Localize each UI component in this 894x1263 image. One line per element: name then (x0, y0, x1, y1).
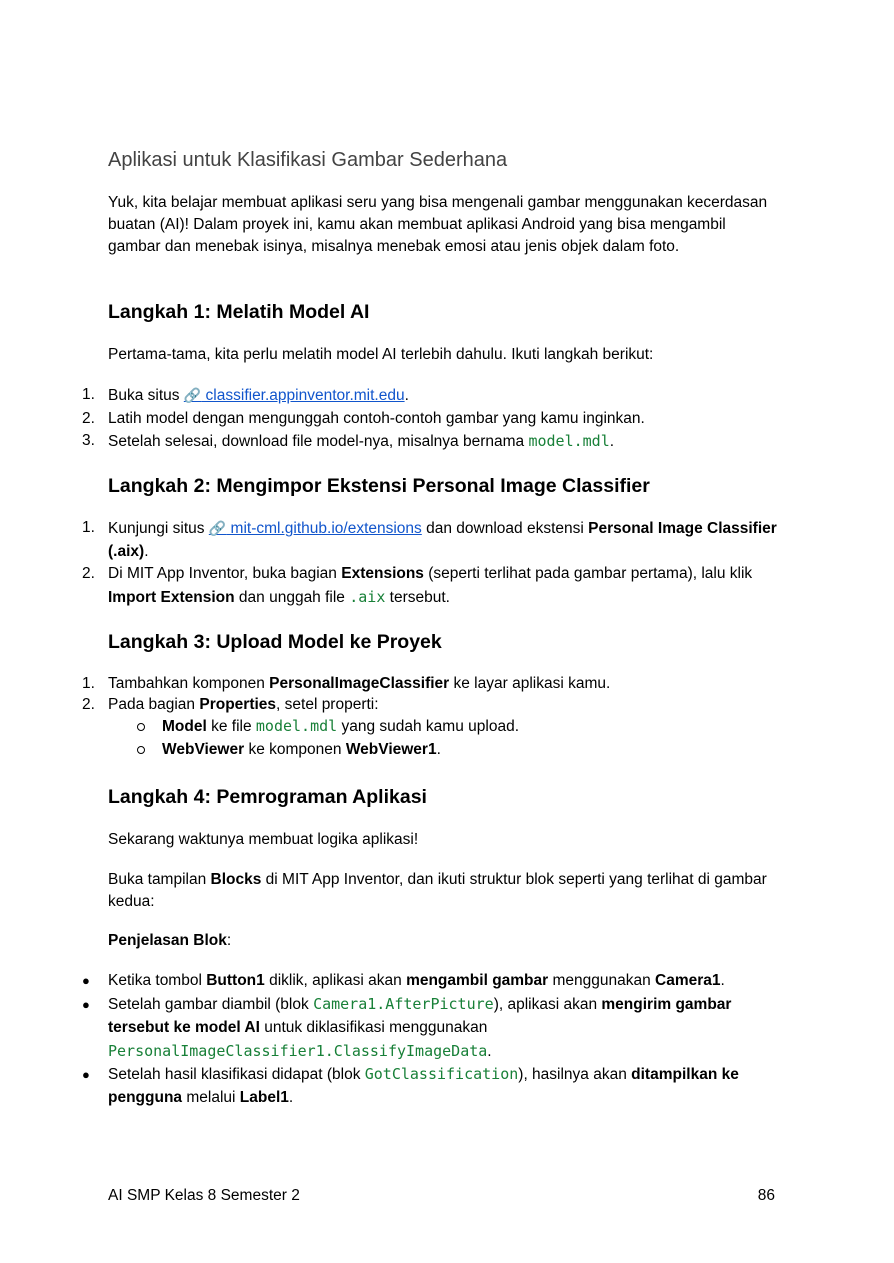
list-item: 2. Latih model dengan mengunggah contoh-contoh gambar yang kamu inginkan. (82, 409, 645, 427)
extensions-link[interactable]: 🔗 mit-cml.github.io/extensions (208, 520, 422, 537)
code-model-mdl: model.mdl (528, 432, 610, 450)
code-aix: .aix (349, 587, 386, 606)
list-item: 1. Tambahkan komponen PersonalImageClassifier ke layar aplikasi kamu. (82, 675, 611, 692)
intro-paragraph: Yuk, kita belajar membuat aplikasi seru yang bisa mengenali gambar menggunakan kecerdasan buatan (AI)! Dalam proyek ini, kamu akan membuat aplikasi Android yang bisa mengambil gambar dan menebak isinya, misalnya menebak emosi atau jenis objek dalam foto. (108, 194, 768, 255)
step4-lead: Sekarang waktunya membuat logika aplikasi! (108, 831, 419, 848)
code-gotclassification: GotClassification (364, 1065, 519, 1083)
classifier-link[interactable]: 🔗 classifier.appinventor.mit.edu (183, 387, 405, 404)
list-item: 1. Buka situs 🔗 classifier.appinventor.mit.edu. (82, 386, 409, 404)
block-explanation-label: Penjelasan Blok: (108, 932, 232, 949)
code-afterpicture: Camera1.AfterPicture (313, 994, 494, 1013)
sub-list-item: WebViewer ke komponen WebViewer1. (54, 738, 780, 761)
step1-heading: Langkah 1: Melatih Model AI (108, 301, 370, 323)
step4-heading: Langkah 4: Pemrograman Aplikasi (108, 786, 427, 808)
step3-heading: Langkah 3: Upload Model ke Proyek (108, 631, 442, 653)
list-item: 1. Kunjungi situs 🔗 mit-cml.github.io/extensions dan download ekstensi Personal Image Classifier (.aix). (82, 519, 777, 560)
step2-heading: Langkah 2: Mengimpor Ekstensi Personal Image Classifier (108, 475, 650, 497)
step1-lead: Pertama-tama, kita perlu melatih model AI terlebih dahulu. Ikuti langkah berikut: (108, 346, 654, 363)
code-model-mdl: model.mdl (255, 717, 338, 735)
step2-list (54, 517, 780, 609)
block-explanation-list (54, 970, 780, 1109)
bullet-icon: ● (82, 973, 90, 988)
bullet-icon: ● (82, 996, 90, 1012)
link-icon: 🔗 (208, 520, 227, 536)
step1-list (54, 384, 780, 454)
bullet-icon: ● (82, 1067, 90, 1082)
list-item: ● Setelah gambar diambil (blok Camera1.AfterPicture), aplikasi akan mengirim gambar tersebut ke model AI untuk diklasifikasi menggunakan PersonalImageClassifier1.ClassifyImageData. (82, 994, 732, 1060)
list-item: 2. Pada bagian Properties, setel properti: (82, 696, 379, 713)
link-icon: 🔗 (183, 387, 202, 403)
circle-bullet-icon (137, 723, 145, 731)
list-item: ● Ketika tombol Button1 diklik, aplikasi akan mengambil gambar menggunakan Camera1. (54, 970, 780, 993)
page-title: Aplikasi untuk Klasifikasi Gambar Sederhana (108, 149, 508, 171)
list-item: 2. Di MIT App Inventor, buka bagian Extensions (seperti terlihat pada gambar pertama), lalu klik Import Extension dan unggah file .aix tersebut. (82, 565, 753, 606)
list-item: ● Setelah hasil klasifikasi didapat (blok GotClassification), hasilnya akan ditampilkan ke pengguna melalui Label1. (82, 1065, 739, 1106)
page-number: 86 (757, 1187, 775, 1204)
step4-paragraph: Buka tampilan Blocks di MIT App Inventor, dan ikuti struktur blok seperti yang terlihat di gambar kedua: (108, 871, 767, 910)
code-classifyimagedata: PersonalImageClassifier1.ClassifyImageData (108, 1041, 488, 1060)
sub-list-item: Model ke file model.mdl yang sudah kamu upload. (54, 715, 780, 738)
list-item: 3. Setelah selesai, download file model-nya, misalnya bernama model.mdl. (82, 432, 615, 450)
page-footer (108, 1187, 775, 1205)
step3-list (54, 673, 780, 761)
circle-bullet-icon (137, 746, 145, 754)
footer-left: AI SMP Kelas 8 Semester 2 (108, 1187, 300, 1204)
